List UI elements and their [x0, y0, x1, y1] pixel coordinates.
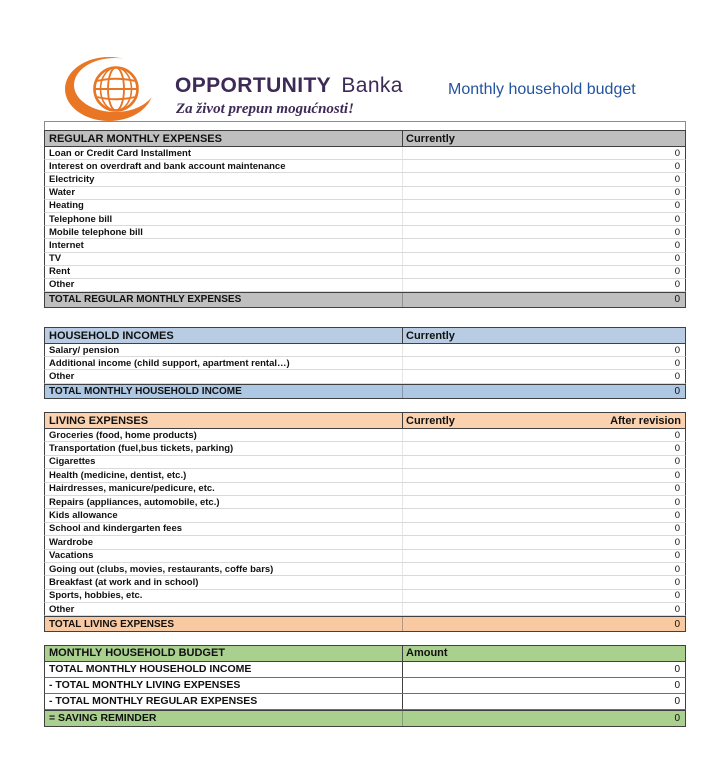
row-label: Additional income (child support, apartment rental…): [45, 357, 403, 369]
cell-value[interactable]: 0: [674, 344, 680, 356]
table-title: HOUSEHOLD INCOMES: [45, 328, 403, 343]
table-row: [44, 662, 686, 678]
cell-value[interactable]: 0: [674, 483, 680, 495]
row-label: Water: [45, 187, 403, 199]
row-label: Loan or Credit Card Installment: [45, 147, 403, 159]
row-label: Interest on overdraft and bank account maintenance: [45, 160, 403, 172]
table-row: [44, 536, 686, 549]
table-title: REGULAR MONTHLY EXPENSES: [45, 131, 403, 146]
table-row: [44, 239, 686, 252]
cell-value[interactable]: 0: [674, 536, 680, 548]
row-label: Repairs (appliances, automobile, etc.): [45, 496, 403, 508]
table-header-row: [44, 130, 686, 147]
cell-value[interactable]: 0: [674, 679, 680, 691]
cell-value[interactable]: 0: [674, 523, 680, 535]
table-row: [44, 253, 686, 266]
cell-value[interactable]: 0: [674, 590, 680, 602]
table-row: [44, 187, 686, 200]
table-header-row: [44, 412, 686, 429]
row-label: - TOTAL MONTHLY LIVING EXPENSES: [45, 678, 403, 693]
cell-value[interactable]: 0: [674, 173, 680, 185]
page-title: Monthly household budget: [448, 81, 636, 98]
row-label: Salary/ pension: [45, 344, 403, 356]
brand-name: [175, 74, 403, 98]
row-label: TV: [45, 253, 403, 265]
cell-value[interactable]: 0: [674, 266, 680, 278]
cell-value[interactable]: 0: [674, 456, 680, 468]
table-row: [44, 523, 686, 536]
opportunity-banka-globe-logo: [64, 56, 162, 122]
row-label: Transportation (fuel,bus tickets, parking): [45, 442, 403, 454]
row-label: School and kindergarten fees: [45, 523, 403, 535]
row-label: Mobile telephone bill: [45, 226, 403, 238]
cell-value[interactable]: 0: [674, 429, 680, 441]
row-label: Going out (clubs, movies, restaurants, coffe bars): [45, 563, 403, 575]
cell-value[interactable]: 0: [674, 563, 680, 575]
table-regular-monthly-expenses: [44, 130, 686, 308]
table-row: [44, 266, 686, 279]
table-row: [44, 344, 686, 357]
row-label: Electricity: [45, 173, 403, 185]
empty-cell-strip: [44, 121, 686, 130]
row-label: Telephone bill: [45, 213, 403, 225]
cell-value[interactable]: 0: [674, 370, 680, 382]
total-value: 0: [674, 294, 680, 306]
table-row: [44, 563, 686, 576]
table-row: [44, 469, 686, 482]
cell-value[interactable]: 0: [674, 279, 680, 291]
row-label: Groceries (food, home products): [45, 429, 403, 441]
row-label: Internet: [45, 239, 403, 251]
table-row: [44, 456, 686, 469]
table-total-row: [44, 384, 686, 400]
table-row: [44, 590, 686, 603]
table-monthly-household-budget: [44, 645, 686, 727]
table-total-row: [44, 616, 686, 632]
total-label: TOTAL LIVING EXPENSES: [45, 617, 403, 631]
table-row: [44, 213, 686, 226]
cell-value[interactable]: 0: [674, 200, 680, 212]
cell-value[interactable]: 0: [674, 510, 680, 522]
table-total-row: [44, 292, 686, 308]
cell-value[interactable]: 0: [674, 239, 680, 251]
table-row: [44, 496, 686, 509]
cell-value[interactable]: 0: [674, 550, 680, 562]
row-label: Rent: [45, 266, 403, 278]
table-row: [44, 694, 686, 710]
cell-value[interactable]: 0: [674, 576, 680, 588]
table-living-expenses: [44, 412, 686, 632]
column-header-currently: Amount: [406, 647, 448, 660]
table-header-row: [44, 645, 686, 662]
table-row: [44, 370, 686, 383]
table-row: [44, 429, 686, 442]
cell-value[interactable]: 0: [674, 469, 680, 481]
table-row: [44, 357, 686, 370]
total-value: 0: [674, 385, 680, 397]
table-title: LIVING EXPENSES: [45, 413, 403, 428]
table-row: [44, 200, 686, 213]
row-label: Breakfast (at work and in school): [45, 576, 403, 588]
table-row: [44, 603, 686, 616]
table-title: MONTHLY HOUSEHOLD BUDGET: [45, 646, 403, 661]
row-label: Heating: [45, 200, 403, 212]
table-row: [44, 509, 686, 522]
row-label: Sports, hobbies, etc.: [45, 590, 403, 602]
total-value: 0: [674, 712, 680, 724]
row-label: Other: [45, 279, 403, 291]
cell-value[interactable]: 0: [674, 160, 680, 172]
total-label: TOTAL REGULAR MONTHLY EXPENSES: [45, 293, 403, 307]
brand-tagline: Za život prepun mogućnosti!: [176, 101, 354, 117]
brand-name-main: OPPORTUNITY: [175, 74, 332, 97]
brand-name-suffix: Banka: [341, 74, 403, 97]
cell-value[interactable]: 0: [674, 357, 680, 369]
table-row: [44, 483, 686, 496]
table-total-row: [44, 710, 686, 727]
cell-value[interactable]: 0: [674, 253, 680, 265]
row-label: Hairdresses, manicure/pedicure, etc.: [45, 483, 403, 495]
table-row: [44, 576, 686, 589]
row-label: Other: [45, 370, 403, 382]
table-row: [44, 442, 686, 455]
total-label: TOTAL MONTHLY HOUSEHOLD INCOME: [45, 385, 403, 399]
cell-value[interactable]: 0: [674, 443, 680, 455]
row-label: TOTAL MONTHLY HOUSEHOLD INCOME: [45, 662, 403, 677]
table-row: [44, 173, 686, 186]
table-row: [44, 160, 686, 173]
row-label: - TOTAL MONTHLY REGULAR EXPENSES: [45, 694, 403, 709]
table-row: [44, 678, 686, 694]
column-header-currently: Currently: [406, 329, 455, 342]
row-label: Other: [45, 603, 403, 615]
total-value: 0: [674, 618, 680, 630]
row-label: Wardrobe: [45, 536, 403, 548]
table-row: [44, 279, 686, 292]
table-row: [44, 147, 686, 160]
cell-value[interactable]: 0: [674, 226, 680, 238]
row-label: Vacations: [45, 550, 403, 562]
column-header-after-revision: After revision: [610, 414, 681, 427]
table-household-incomes: [44, 327, 686, 399]
cell-value[interactable]: 0: [674, 496, 680, 508]
total-label: = SAVING REMINDER: [45, 711, 403, 726]
row-label: Kids allowance: [45, 509, 403, 521]
cell-value[interactable]: 0: [674, 147, 680, 159]
row-label: Health (medicine, dentist, etc.): [45, 469, 403, 481]
table-row: [44, 550, 686, 563]
column-header-currently: Currently: [406, 414, 455, 427]
cell-value[interactable]: 0: [674, 213, 680, 225]
cell-value[interactable]: 0: [674, 187, 680, 199]
cell-value[interactable]: 0: [674, 695, 680, 707]
table-header-row: [44, 327, 686, 344]
table-row: [44, 226, 686, 239]
cell-value[interactable]: 0: [674, 663, 680, 675]
column-header-currently: Currently: [406, 132, 455, 145]
row-label: Cigarettes: [45, 456, 403, 468]
cell-value[interactable]: 0: [674, 603, 680, 615]
